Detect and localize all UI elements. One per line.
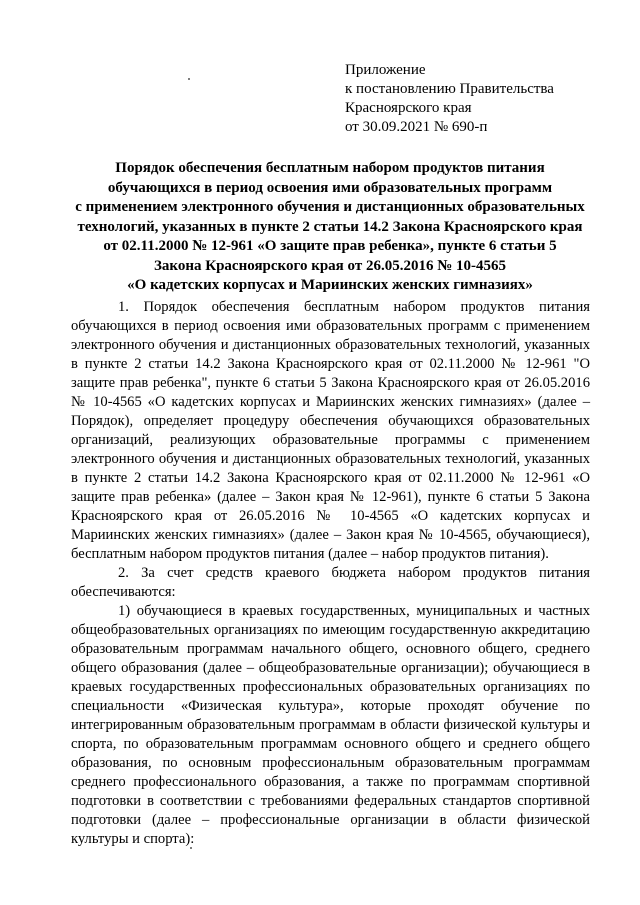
appendix-line: от 30.09.2021 № 690-п xyxy=(345,119,488,135)
appendix-line: Красноярского края xyxy=(345,100,472,116)
paragraph-3: 1) обучающиеся в краевых государственных, муниципальных и частных общеобразовательных организациях по имеющим государственную аккредитацию образовательным программам начального общего, основного общего, среднего общего образования (далее – общеобразовательные организации); обучающиеся в краевых государственных профессиональных образовательных организациях по специальности «Физическая культура», которые проходят обучение по интегрированным образовательным программам в области физической культуры и спорта, по образовательным программам основного общего и среднего общего образования, по основным профессиональным образовательным программам среднего профессионального образования, а также по программам спортивной подготовки в соответствии с требованиями федеральных стандартов спортивной подготовки (далее – профессиональные организации в области физической культуры и спорта): xyxy=(71,603,590,847)
paragraph-1: 1. Порядок обеспечения бесплатным набором продуктов питания обучающихся в период освоения ими образовательных программ с применением электронного обучения и дистанционных образовательных технологий, указанных в пункте 2 статьи 14.2 Закона Красноярского края от 02.11.2000 № 12-961 "О защите прав ребенка", пункте 6 статьи 5 Закона Красноярского края от 26.05.2016 № 10-4565 «О кадетских корпусах и Мариинских женских гимназиях» (далее – Порядок), определяет процедуру обеспечения обучающихся образовательных организаций, реализующих образовательные программы с применением электронного обучения и дистанционных образовательных технологий, указанных в пункте 2 статьи 14.2 Закона Красноярского края от 02.11.2000 № 12-961 «О защите прав ребенка» (далее – Закон края № 12-961), пункте 6 статьи 5 Закона Красноярского края от 26.05.2016 № 10-4565 «О кадетских корпусах и Мариинских женских гимназиях» (далее – Закон края № 10-4565, обучающиеся), бесплатным набором продуктов питания (далее – набор продуктов питания). xyxy=(71,299,590,562)
scan-speck xyxy=(188,78,190,80)
title-line: «О кадетских корпусах и Мариинских женских гимназиях» xyxy=(127,277,533,293)
title-line: Порядок обеспечения бесплатным набором продуктов питания xyxy=(115,160,545,176)
appendix-block xyxy=(345,61,605,137)
appendix-line: Приложение xyxy=(345,62,426,78)
appendix-line: к постановлению Правительства xyxy=(345,81,554,97)
document-body xyxy=(71,298,590,849)
title-line: Закона Красноярского края от 26.05.2016 № 10-4565 xyxy=(153,257,507,274)
title-line: с применением электронного обучения и дистанционных образовательных xyxy=(75,199,585,215)
document-title xyxy=(60,159,600,296)
paragraph-2: 2. За счет средств краевого бюджета набором продуктов питания обеспечиваются: xyxy=(71,565,590,600)
title-line: от 02.11.2000 № 12-961 «О защите прав ребенка», пункте 6 статьи 5 xyxy=(103,238,557,254)
title-line: обучающихся в период освоения ими образовательных программ xyxy=(107,179,553,196)
title-line: технологий, указанных в пункте 2 статьи 14.2 Закона Красноярского края xyxy=(77,218,583,235)
